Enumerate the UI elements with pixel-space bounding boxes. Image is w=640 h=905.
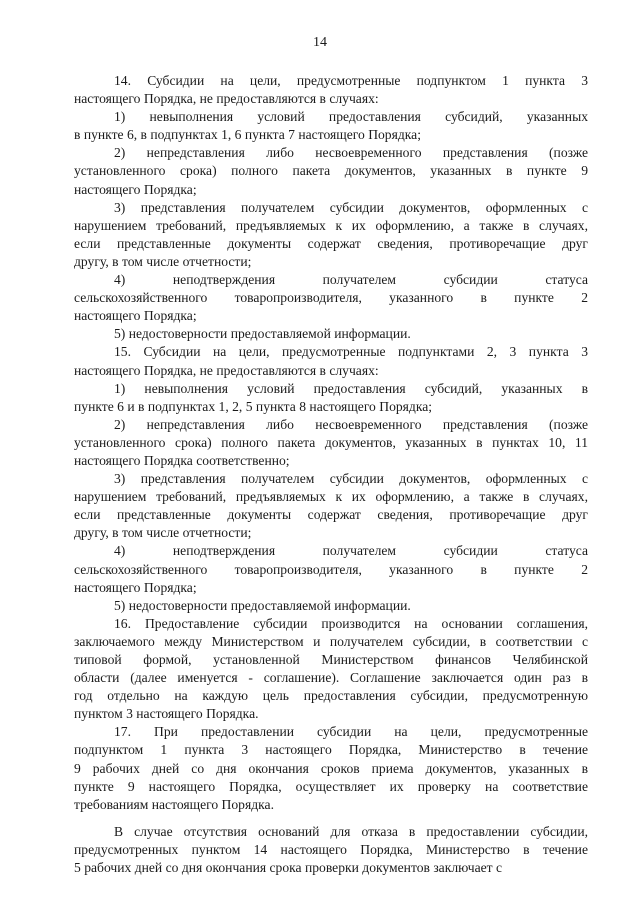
text-line: 14. Субсидии на цели, предусмотренные подпунктом 1 пункта 3	[114, 73, 588, 88]
paragraph	[74, 108, 588, 144]
text-line: сельскохозяйственного товаропроизводителя, указанного в пункте 2	[74, 561, 588, 577]
text-line: заключаемого между Министерством и получателем субсидии, в соответствии с	[74, 633, 588, 649]
paragraph	[74, 615, 588, 724]
text-line: 3) представления получателем субсидии документов, оформленных с	[114, 471, 588, 487]
text-line: год отдельно на каждую цель предоставления субсидии, предусмотренную	[74, 688, 588, 704]
document-body	[74, 72, 588, 877]
paragraph	[74, 199, 588, 271]
text-line: настоящего Порядка;	[74, 308, 197, 324]
text-line: 9 рабочих дней со дня окончания сроков приема документов, указанных в	[74, 760, 588, 776]
text-line: 5 рабочих дней со дня окончания срока проверки документов заключает с	[74, 860, 503, 876]
text-line: установленного срока) полного пакета документов, указанных в пунктах 10, 11	[74, 434, 588, 450]
text-line: настоящего Порядка, не предоставляются в случаях:	[74, 362, 379, 378]
paragraph	[74, 597, 588, 615]
paragraph	[74, 470, 588, 542]
text-line: предусмотренных пунктом 14 настоящего Порядка, Министерство в течение	[74, 841, 588, 857]
paragraph	[74, 823, 588, 877]
text-line: сельскохозяйственного товаропроизводителя, указанного в пункте 2	[74, 290, 588, 306]
text-line: настоящего Порядка;	[74, 579, 197, 595]
text-line: другу, в том числе отчетности;	[74, 253, 252, 269]
paragraph	[74, 380, 588, 416]
text-line: 4) неподтверждения получателем субсидии статуса	[114, 543, 588, 559]
text-line: 2) непредставления либо несвоевременного представления (позже	[114, 416, 588, 432]
text-line: 1) невыполнения условий предоставления субсидий, указанных	[114, 109, 588, 125]
text-line: настоящего Порядка, не предоставляются в случаях:	[74, 91, 379, 107]
text-line: пункте 6 и в подпунктах 1, 2, 5 пункта 8 настоящего Порядка;	[74, 398, 433, 414]
paragraph	[74, 325, 588, 343]
text-line: 5) недостоверности предоставляемой информации.	[114, 326, 411, 342]
text-line: настоящего Порядка соответственно;	[74, 452, 290, 468]
text-line: подпунктом 1 пункта 3 настоящего Порядка, Министерство в течение	[74, 742, 588, 758]
text-line: если представленные документы содержат сведения, противоречащие друг	[74, 507, 588, 523]
text-line: требованиям настоящего Порядка.	[74, 796, 274, 812]
text-line: в пункте 6, в подпунктах 1, 6 пункта 7 настоящего Порядка;	[74, 127, 421, 143]
paragraph	[74, 271, 588, 325]
paragraph	[74, 343, 588, 379]
text-line: пунктом 3 настоящего Порядка.	[74, 706, 259, 722]
paragraph	[74, 72, 588, 108]
paragraph	[74, 416, 588, 470]
paragraph	[74, 144, 588, 198]
text-line: типовой формой, установленной Министерством финансов Челябинской	[74, 652, 588, 667]
text-line: нарушением требований, предъявляемых к их оформлению, а также в случаях,	[74, 489, 588, 505]
text-line: пункте 9 настоящего Порядка, осуществляет их проверку на соответствие	[74, 778, 588, 794]
text-line: 2) непредставления либо несвоевременного представления (позже	[114, 145, 588, 161]
text-line: 15. Субсидии на цели, предусмотренные подпунктами 2, 3 пункта 3	[114, 344, 588, 360]
text-line: 3) представления получателем субсидии документов, оформленных с	[114, 199, 588, 215]
text-line: другу, в том числе отчетности;	[74, 525, 252, 541]
page-number: 14	[313, 35, 327, 50]
text-line: если представленные документы содержат сведения, противоречащие друг	[74, 235, 588, 251]
text-line: 1) невыполнения условий предоставления субсидий, указанных в	[114, 380, 588, 396]
text-line: 4) неподтверждения получателем субсидии статуса	[114, 272, 588, 288]
text-line: области (далее именуется - соглашение). Соглашение заключается один раз в	[74, 670, 588, 686]
text-line: В случае отсутствия оснований для отказа в предоставлении субсидии,	[114, 823, 588, 839]
text-line: нарушением требований, предъявляемых к их оформлению, а также в случаях,	[74, 217, 588, 233]
paragraph	[74, 542, 588, 596]
text-line: установленного срока) полного пакета документов, указанных в пункте 9	[74, 163, 588, 179]
paragraph	[74, 723, 588, 813]
text-line: 17. При предоставлении субсидии на цели, предусмотренные	[114, 724, 588, 740]
text-line: 16. Предоставление субсидии производится на основании соглашения,	[114, 615, 588, 631]
text-line: 5) недостоверности предоставляемой информации.	[114, 597, 411, 613]
text-line: настоящего Порядка;	[74, 181, 197, 197]
